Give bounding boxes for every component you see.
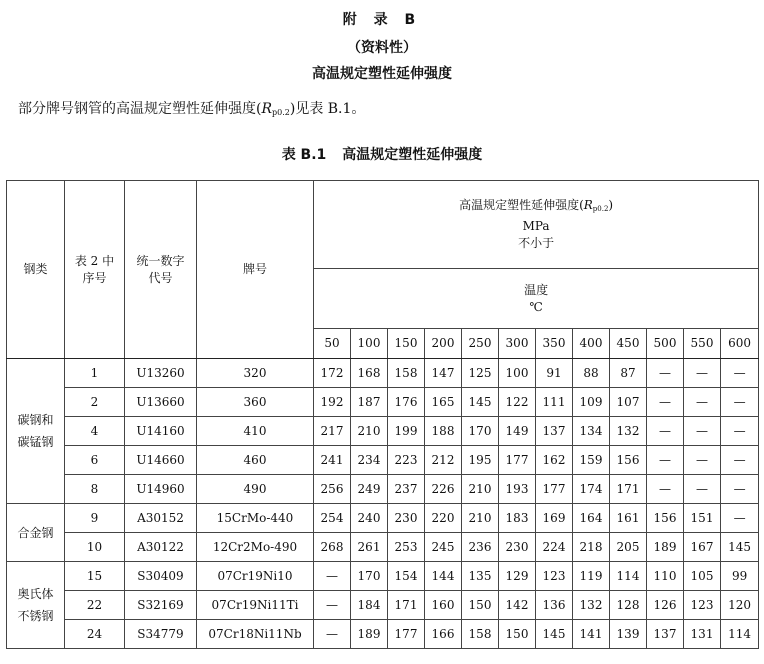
value-cell: — bbox=[314, 620, 351, 649]
header-strength-title bbox=[314, 197, 758, 218]
table-row bbox=[7, 533, 759, 562]
temperature-header-cell: 600 bbox=[721, 329, 759, 359]
intro-text-before: 部分牌号钢管的高温规定塑性延伸强度( bbox=[18, 101, 262, 117]
code-cell: S34779 bbox=[125, 620, 197, 649]
value-cell: — bbox=[721, 504, 759, 533]
value-cell: 135 bbox=[462, 562, 499, 591]
appendix-title: 附 录 B bbox=[342, 12, 422, 28]
value-cell: 166 bbox=[425, 620, 462, 649]
value-cell: 169 bbox=[536, 504, 573, 533]
value-cell: 131 bbox=[684, 620, 721, 649]
code-cell: U14160 bbox=[125, 417, 197, 446]
appendix-subtitle: （资料性） bbox=[347, 40, 417, 56]
temperature-header-cell: 150 bbox=[388, 329, 425, 359]
value-cell: — bbox=[684, 388, 721, 417]
value-cell: — bbox=[647, 475, 684, 504]
value-cell: 212 bbox=[425, 446, 462, 475]
value-cell: 145 bbox=[462, 388, 499, 417]
value-cell: 151 bbox=[684, 504, 721, 533]
table-row bbox=[7, 446, 759, 475]
value-cell: 126 bbox=[647, 591, 684, 620]
value-cell: 210 bbox=[462, 475, 499, 504]
value-cell: 100 bbox=[499, 359, 536, 388]
value-cell: 132 bbox=[573, 591, 610, 620]
table-caption bbox=[0, 144, 764, 164]
value-cell: 210 bbox=[462, 504, 499, 533]
value-cell: 136 bbox=[536, 591, 573, 620]
value-cell: 187 bbox=[351, 388, 388, 417]
temperature-header-cell: 550 bbox=[684, 329, 721, 359]
value-cell: 171 bbox=[610, 475, 647, 504]
temperature-header-cell: 350 bbox=[536, 329, 573, 359]
temperature-header-cell: 400 bbox=[573, 329, 610, 359]
header-unified-code-text: 统一数字代号 bbox=[136, 253, 185, 285]
value-cell: 230 bbox=[499, 533, 536, 562]
value-cell: 193 bbox=[499, 475, 536, 504]
header-steel-class: 钢类 bbox=[7, 181, 65, 359]
value-cell: 137 bbox=[647, 620, 684, 649]
value-cell: 241 bbox=[314, 446, 351, 475]
grade-cell: 12Cr2Mo-490 bbox=[197, 533, 314, 562]
value-cell: — bbox=[684, 475, 721, 504]
value-cell: 123 bbox=[536, 562, 573, 591]
grade-cell: 07Cr18Ni11Nb bbox=[197, 620, 314, 649]
value-cell: — bbox=[721, 446, 759, 475]
header-unit: MPa bbox=[522, 219, 550, 233]
grade-cell: 320 bbox=[197, 359, 314, 388]
temperature-header-cell: 450 bbox=[610, 329, 647, 359]
value-cell: 114 bbox=[610, 562, 647, 591]
value-cell: 156 bbox=[647, 504, 684, 533]
value-cell: 122 bbox=[499, 388, 536, 417]
value-cell: 88 bbox=[573, 359, 610, 388]
value-cell: 236 bbox=[462, 533, 499, 562]
steel-class-cell bbox=[7, 504, 65, 562]
value-cell: 132 bbox=[610, 417, 647, 446]
value-cell: 184 bbox=[351, 591, 388, 620]
seq-cell: 10 bbox=[65, 533, 125, 562]
value-cell: — bbox=[647, 417, 684, 446]
header-unified-code bbox=[125, 181, 197, 359]
value-cell: 172 bbox=[314, 359, 351, 388]
value-cell: 188 bbox=[425, 417, 462, 446]
value-cell: 230 bbox=[388, 504, 425, 533]
intro-subscript: p0.2 bbox=[272, 108, 290, 117]
value-cell: 110 bbox=[647, 562, 684, 591]
seq-cell: 24 bbox=[65, 620, 125, 649]
strength-table bbox=[6, 180, 759, 649]
code-cell: S32169 bbox=[125, 591, 197, 620]
code-cell: A30122 bbox=[125, 533, 197, 562]
table-caption-number: 表 B.1 bbox=[281, 147, 327, 163]
value-cell: 164 bbox=[573, 504, 610, 533]
value-cell: 210 bbox=[351, 417, 388, 446]
value-cell: 154 bbox=[388, 562, 425, 591]
value-cell: 249 bbox=[351, 475, 388, 504]
grade-cell: 410 bbox=[197, 417, 314, 446]
value-cell: 224 bbox=[536, 533, 573, 562]
value-cell: 129 bbox=[499, 562, 536, 591]
value-cell: 105 bbox=[684, 562, 721, 591]
value-cell: — bbox=[721, 388, 759, 417]
code-cell: A30152 bbox=[125, 504, 197, 533]
grade-cell: 07Cr19Ni11Ti bbox=[197, 591, 314, 620]
header-min-note: 不小于 bbox=[518, 236, 555, 250]
header-strength-sub: p0.2 bbox=[592, 205, 609, 213]
value-cell: 99 bbox=[721, 562, 759, 591]
value-cell: 168 bbox=[351, 359, 388, 388]
intro-text-after: )见表 B.1。 bbox=[289, 101, 366, 117]
value-cell: 134 bbox=[573, 417, 610, 446]
grade-cell: 490 bbox=[197, 475, 314, 504]
table-row bbox=[7, 388, 759, 417]
header-seq-no bbox=[65, 181, 125, 359]
value-cell: — bbox=[684, 417, 721, 446]
code-cell: U13660 bbox=[125, 388, 197, 417]
value-cell: 160 bbox=[425, 591, 462, 620]
value-cell: 234 bbox=[351, 446, 388, 475]
table-caption-title: 高温规定塑性延伸强度 bbox=[342, 147, 483, 163]
value-cell: 167 bbox=[684, 533, 721, 562]
steel-class-name: 合金钢 bbox=[17, 525, 54, 540]
value-cell: 119 bbox=[573, 562, 610, 591]
value-cell: 161 bbox=[610, 504, 647, 533]
grade-cell: 460 bbox=[197, 446, 314, 475]
table-row bbox=[7, 359, 759, 388]
value-cell: 199 bbox=[388, 417, 425, 446]
value-cell: 171 bbox=[388, 591, 425, 620]
value-cell: 150 bbox=[499, 620, 536, 649]
table-row bbox=[7, 562, 759, 591]
temperature-header-cell: 50 bbox=[314, 329, 351, 359]
value-cell: 223 bbox=[388, 446, 425, 475]
value-cell: 144 bbox=[425, 562, 462, 591]
temperature-header-cell: 200 bbox=[425, 329, 462, 359]
value-cell: 156 bbox=[610, 446, 647, 475]
value-cell: 159 bbox=[573, 446, 610, 475]
value-cell: 253 bbox=[388, 533, 425, 562]
temperature-header-cell: 250 bbox=[462, 329, 499, 359]
value-cell: 147 bbox=[425, 359, 462, 388]
value-cell: 111 bbox=[536, 388, 573, 417]
seq-cell: 1 bbox=[65, 359, 125, 388]
value-cell: 158 bbox=[462, 620, 499, 649]
value-cell: 237 bbox=[388, 475, 425, 504]
value-cell: — bbox=[314, 562, 351, 591]
value-cell: 195 bbox=[462, 446, 499, 475]
value-cell: 125 bbox=[462, 359, 499, 388]
table-row bbox=[7, 417, 759, 446]
header-temperature-cell bbox=[314, 269, 759, 329]
value-cell: 205 bbox=[610, 533, 647, 562]
header-strength bbox=[314, 181, 759, 269]
seq-cell: 15 bbox=[65, 562, 125, 591]
temperature-header-cell: 500 bbox=[647, 329, 684, 359]
temperature-header-cell: 300 bbox=[499, 329, 536, 359]
value-cell: 139 bbox=[610, 620, 647, 649]
header-temperature: 温度 bbox=[524, 282, 549, 297]
value-cell: 107 bbox=[610, 388, 647, 417]
value-cell: 183 bbox=[499, 504, 536, 533]
value-cell: 176 bbox=[388, 388, 425, 417]
value-cell: 120 bbox=[721, 591, 759, 620]
value-cell: 162 bbox=[536, 446, 573, 475]
seq-cell: 4 bbox=[65, 417, 125, 446]
value-cell: 114 bbox=[721, 620, 759, 649]
value-cell: 142 bbox=[499, 591, 536, 620]
value-cell: 192 bbox=[314, 388, 351, 417]
code-cell: U14660 bbox=[125, 446, 197, 475]
intro-symbol: R bbox=[261, 101, 273, 117]
value-cell: 87 bbox=[610, 359, 647, 388]
header-grade: 牌号 bbox=[197, 181, 314, 359]
value-cell: 149 bbox=[499, 417, 536, 446]
value-cell: 145 bbox=[721, 533, 759, 562]
value-cell: 145 bbox=[536, 620, 573, 649]
header-seq-no-text: 表 2 中序号 bbox=[74, 253, 115, 285]
table-row bbox=[7, 475, 759, 504]
header-strength-label: 高温规定塑性延伸强度( bbox=[459, 198, 584, 212]
grade-cell: 07Cr19Ni10 bbox=[197, 562, 314, 591]
value-cell: 165 bbox=[425, 388, 462, 417]
value-cell: — bbox=[647, 388, 684, 417]
steel-class-cell bbox=[7, 359, 65, 504]
value-cell: 268 bbox=[314, 533, 351, 562]
value-cell: 141 bbox=[573, 620, 610, 649]
seq-cell: 2 bbox=[65, 388, 125, 417]
table-row bbox=[7, 620, 759, 649]
seq-cell: 8 bbox=[65, 475, 125, 504]
code-cell: U13260 bbox=[125, 359, 197, 388]
value-cell: 226 bbox=[425, 475, 462, 504]
value-cell: 189 bbox=[351, 620, 388, 649]
steel-class-name: 奥氏体不锈钢 bbox=[17, 587, 54, 623]
seq-cell: 22 bbox=[65, 591, 125, 620]
value-cell: — bbox=[721, 475, 759, 504]
steel-class-cell bbox=[7, 562, 65, 649]
value-cell: 254 bbox=[314, 504, 351, 533]
value-cell: — bbox=[684, 359, 721, 388]
value-cell: — bbox=[721, 417, 759, 446]
code-cell: U14960 bbox=[125, 475, 197, 504]
seq-cell: 6 bbox=[65, 446, 125, 475]
value-cell: 158 bbox=[388, 359, 425, 388]
value-cell: — bbox=[684, 446, 721, 475]
seq-cell: 9 bbox=[65, 504, 125, 533]
value-cell: — bbox=[721, 359, 759, 388]
value-cell: 170 bbox=[351, 562, 388, 591]
header-strength-close: ) bbox=[608, 198, 614, 212]
value-cell: 189 bbox=[647, 533, 684, 562]
value-cell: 177 bbox=[499, 446, 536, 475]
value-cell: 91 bbox=[536, 359, 573, 388]
value-cell: 170 bbox=[462, 417, 499, 446]
table-row bbox=[7, 591, 759, 620]
value-cell: 174 bbox=[573, 475, 610, 504]
value-cell: 177 bbox=[388, 620, 425, 649]
value-cell: — bbox=[647, 446, 684, 475]
value-cell: 177 bbox=[536, 475, 573, 504]
value-cell: — bbox=[647, 359, 684, 388]
table-row bbox=[7, 504, 759, 533]
value-cell: — bbox=[314, 591, 351, 620]
appendix-heading: 高温规定塑性延伸强度 bbox=[312, 66, 452, 82]
value-cell: 128 bbox=[610, 591, 647, 620]
code-cell: S30409 bbox=[125, 562, 197, 591]
grade-cell: 360 bbox=[197, 388, 314, 417]
value-cell: 123 bbox=[684, 591, 721, 620]
value-cell: 245 bbox=[425, 533, 462, 562]
value-cell: 137 bbox=[536, 417, 573, 446]
intro-paragraph bbox=[18, 100, 365, 122]
value-cell: 150 bbox=[462, 591, 499, 620]
value-cell: 240 bbox=[351, 504, 388, 533]
temperature-header-cell: 100 bbox=[351, 329, 388, 359]
header-strength-symbol: R bbox=[583, 198, 593, 212]
header-temp-unit: ℃ bbox=[529, 299, 543, 314]
value-cell: 261 bbox=[351, 533, 388, 562]
value-cell: 256 bbox=[314, 475, 351, 504]
value-cell: 109 bbox=[573, 388, 610, 417]
value-cell: 220 bbox=[425, 504, 462, 533]
steel-class-name: 碳钢和碳锰钢 bbox=[17, 413, 54, 449]
grade-cell: 15CrMo-440 bbox=[197, 504, 314, 533]
value-cell: 217 bbox=[314, 417, 351, 446]
value-cell: 218 bbox=[573, 533, 610, 562]
